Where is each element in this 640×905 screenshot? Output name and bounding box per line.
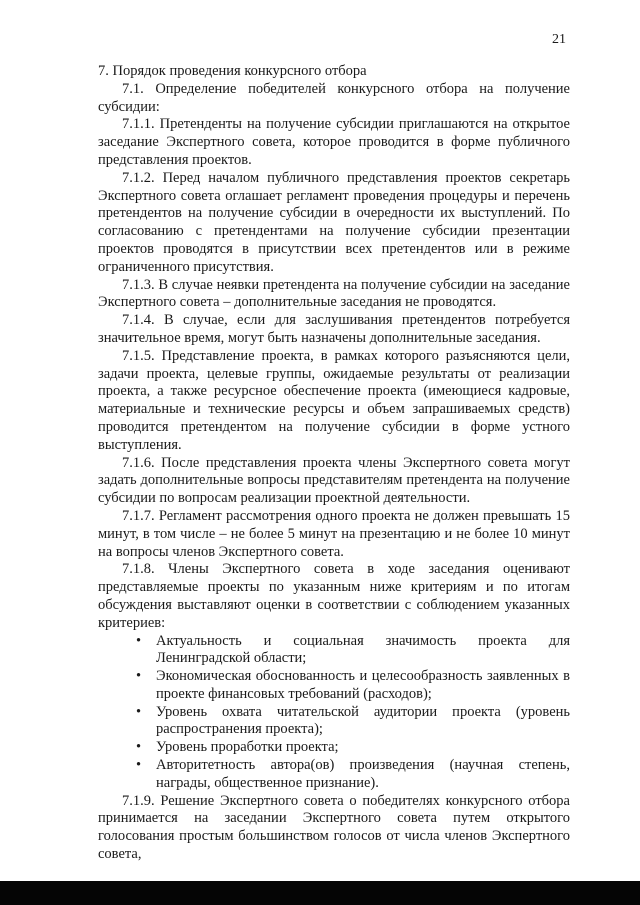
- criteria-item: [136, 633, 570, 669]
- paragraph-7-1-1: 7.1.1. Претенденты на получение субсидии приглашаются на открытое заседание Экспертного совета, которое проводится в форме публичного представления проектов.: [98, 116, 570, 168]
- paragraph-7-1-5: 7.1.5. Представление проекта, в рамках которого разъясняются цели, задачи проекта, целевые группы, ожидаемые результаты от реализации проекта, а также ресурсное обеспечение проекта (имеющиеся кадровые, материальные и технические ресурсы и объем запрашиваемых средств) проводится претендентом на получение субсидии в форме устного выступления.: [98, 347, 570, 453]
- criteria-item: [136, 704, 570, 740]
- bullet-icon: •: [136, 632, 142, 649]
- criteria-text: Уровень охвата читательской аудитории проекта (уровень распространения проекта);: [156, 703, 570, 738]
- criteria-list: [98, 633, 570, 793]
- paragraph-7-1-8: 7.1.8. Члены Экспертного совета в ходе заседания оценивают представляемые проекты по указанным ниже критериям и по итогам обсуждения выставляют оценки в соответствии с соблюдением указанных критериев:: [98, 561, 570, 631]
- section-title: 7. Порядок проведения конкурсного отбора: [98, 63, 367, 79]
- paragraph-7-1-9: 7.1.9. Решение Экспертного совета о победителях конкурсного отбора принимается на заседании Экспертного совета путем открытого голосования простым большинством голосов от числа членов Экспертного совета,: [98, 792, 570, 863]
- criteria-text: Авторитетность автора(ов) произведения (научная степень, награды, общественное признание).: [156, 757, 570, 791]
- scan-bottom-edge: [0, 881, 640, 905]
- page-number: 21: [552, 32, 566, 47]
- criteria-item: [136, 668, 570, 704]
- criteria-text: Экономическая обоснованность и целесообразность заявленных в проекте финансовых требований (расходов);: [156, 668, 570, 702]
- bullet-icon: •: [136, 703, 142, 720]
- paragraph-7-1-7: 7.1.7. Регламент рассмотрения одного проекта не должен превышать 15 минут, в том числе – не более 5 минут на презентацию и не более 10 минут на вопросы членов Экспертного совета.: [98, 507, 570, 560]
- paragraph-7-1: 7.1. Определение победителей конкурсного отбора на получение субсидии:: [98, 80, 570, 115]
- bullet-icon: •: [136, 739, 142, 756]
- criteria-item: [136, 757, 570, 793]
- paragraph-7-1-3: 7.1.3. В случае неявки претендента на получение субсидии на заседание Экспертного совета – дополнительные заседания не проводятся.: [98, 276, 570, 311]
- bullet-icon: •: [136, 668, 142, 685]
- paragraph-7-1-2: 7.1.2. Перед началом публичного представления проектов секретарь Экспертного совета оглашает регламент проведения процедуры и перечень претендентов на получение субсидии в очередности их выступлений. По согласованию с претендентами на получение субсидии презентации проектов проводятся в присутствии всех претендентов или в режиме ограниченного присутствия.: [98, 169, 570, 275]
- paragraph-7-1-4: 7.1.4. В случае, если для заслушивания претендентов потребуется значительное время, могут быть назначены дополнительные заседания.: [98, 312, 570, 346]
- criteria-text: Актуальность и социальная значимость проекта для Ленинградской области;: [156, 632, 570, 667]
- criteria-text: Уровень проработки проекта;: [156, 739, 339, 756]
- bullet-icon: •: [136, 757, 142, 774]
- document-body: [98, 63, 570, 864]
- paragraph-7-1-6: 7.1.6. После представления проекта члены Экспертного совета могут задать дополнительные вопросы представителям претендента на получение субсидии по вопросам реализации проектной деятельности.: [98, 454, 570, 507]
- criteria-item: [136, 739, 570, 757]
